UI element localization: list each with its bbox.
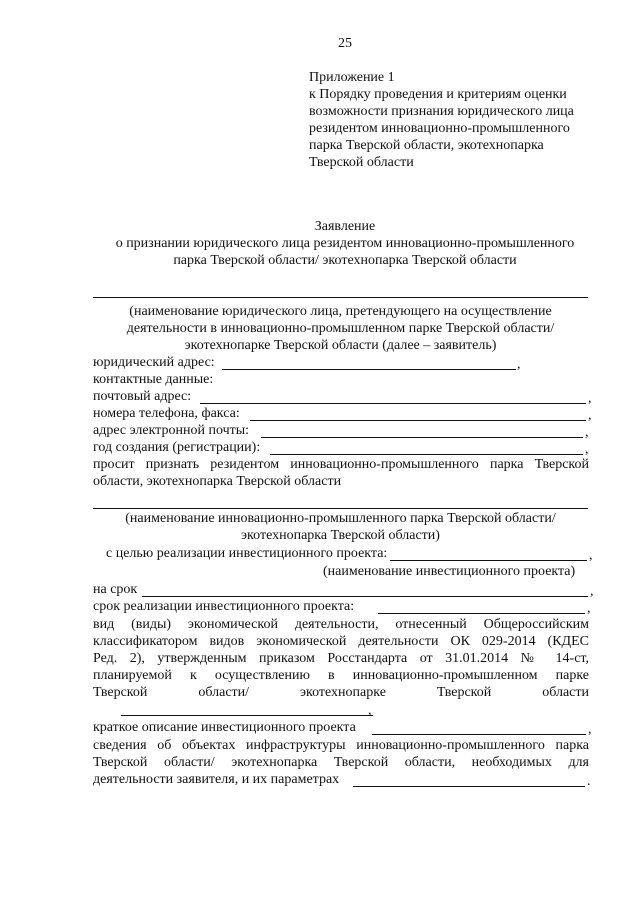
comma: , xyxy=(588,391,592,406)
comma: , xyxy=(585,442,589,457)
project-name-hint: (наименование инвестиционного проекта) xyxy=(323,564,576,579)
legal-address-field[interactable] xyxy=(222,369,516,370)
postal-address-field[interactable] xyxy=(200,403,586,404)
park-name-hint: экотехнопарка Тверской области) xyxy=(241,528,440,543)
appendix-line: парка Тверской области, экотехнопарка xyxy=(309,138,544,153)
activity-text: планируемой к осуществлению в инновационно-промышленном парке xyxy=(93,668,589,683)
appendix-title: Приложение 1 xyxy=(309,70,395,85)
entity-name-hint: (наименование юридического лица, претендующего на осуществление xyxy=(129,304,552,319)
activity-text: Ред. 2), утвержденным приказом Росстандарта от 31.01.2014 № 14-ст, xyxy=(93,651,589,666)
comma: , xyxy=(590,584,594,599)
appendix-line: Тверской области xyxy=(309,155,414,170)
entity-name-hint: деятельности в инновационно-промышленном парке Тверской области/ xyxy=(126,321,555,336)
infrastructure-text: сведения об объектах инфраструктуры инновационно-промышленного парка xyxy=(93,738,589,753)
purpose-label: с целью реализации инвестиционного проекта: xyxy=(106,546,388,561)
comma: , xyxy=(588,722,592,737)
project-term-field[interactable] xyxy=(378,613,585,614)
contacts-label: контактные данные: xyxy=(93,372,214,387)
project-term-label: срок реализации инвестиционного проекта: xyxy=(93,599,355,614)
request-text: просит признать резидентом инновационно-промышленного парка Тверской xyxy=(93,457,589,472)
short-description-field[interactable] xyxy=(372,734,586,735)
park-name-hint: (наименование инновационно-промышленного парка Тверской области/ xyxy=(125,511,556,526)
entity-name-hint: экотехнопарке Тверской области (далее – заявитель) xyxy=(184,338,497,353)
comma: , xyxy=(589,548,593,563)
infrastructure-text: Тверской области/ экотехнопарка Тверской области, необходимых для xyxy=(93,755,589,770)
activity-text: Тверской области/ экотехнопарке Тверской области xyxy=(93,685,589,700)
appendix-line: возможности признания юридического лица xyxy=(309,104,574,119)
infrastructure-text: деятельности заявителя, и их параметрах xyxy=(93,772,340,787)
document-subtitle: парка Тверской области/ экотехнопарка Тверской области xyxy=(173,253,517,268)
term-field[interactable] xyxy=(142,596,588,597)
entity-name-field[interactable] xyxy=(93,297,588,298)
infrastructure-field[interactable] xyxy=(353,786,585,787)
term-label: на срок xyxy=(93,582,138,597)
project-name-field[interactable] xyxy=(390,560,587,561)
park-name-field[interactable] xyxy=(93,508,588,509)
appendix-line: к Порядку проведения и критериям оценки xyxy=(309,87,567,102)
comma: , xyxy=(368,703,372,718)
email-label: адрес электронной почты: xyxy=(93,423,250,438)
document-subtitle: о признании юридического лица резидентом инновационно-промышленного xyxy=(115,236,575,251)
legal-address-label: юридический адрес: xyxy=(93,355,215,370)
postal-address-label: почтовый адрес: xyxy=(93,389,192,404)
comma: , xyxy=(585,425,589,440)
appendix-line: резидентом инновационно-промышленного xyxy=(309,121,570,136)
phone-fax-field[interactable] xyxy=(250,420,586,421)
activity-field[interactable] xyxy=(121,715,373,716)
activity-text: классификатором видов экономической деятельности ОК 029-2014 (КДЕС xyxy=(93,634,589,649)
document-title: Заявление xyxy=(314,219,376,234)
year-created-label: год создания (регистрации): xyxy=(93,440,261,455)
phone-fax-label: номера телефона, факса: xyxy=(93,406,240,421)
comma: , xyxy=(587,601,591,616)
comma: , xyxy=(517,357,521,372)
page-number: 25 xyxy=(338,36,352,51)
short-description-label: краткое описание инвестиционного проекта xyxy=(93,720,356,735)
activity-text: вид (виды) экономической деятельности, отнесенный Общероссийским xyxy=(93,617,589,632)
request-text: области, экотехнопарка Тверской области xyxy=(93,474,342,489)
email-field[interactable] xyxy=(261,437,583,438)
period: . xyxy=(587,774,591,789)
comma: , xyxy=(588,408,592,423)
year-created-field[interactable] xyxy=(270,454,583,455)
